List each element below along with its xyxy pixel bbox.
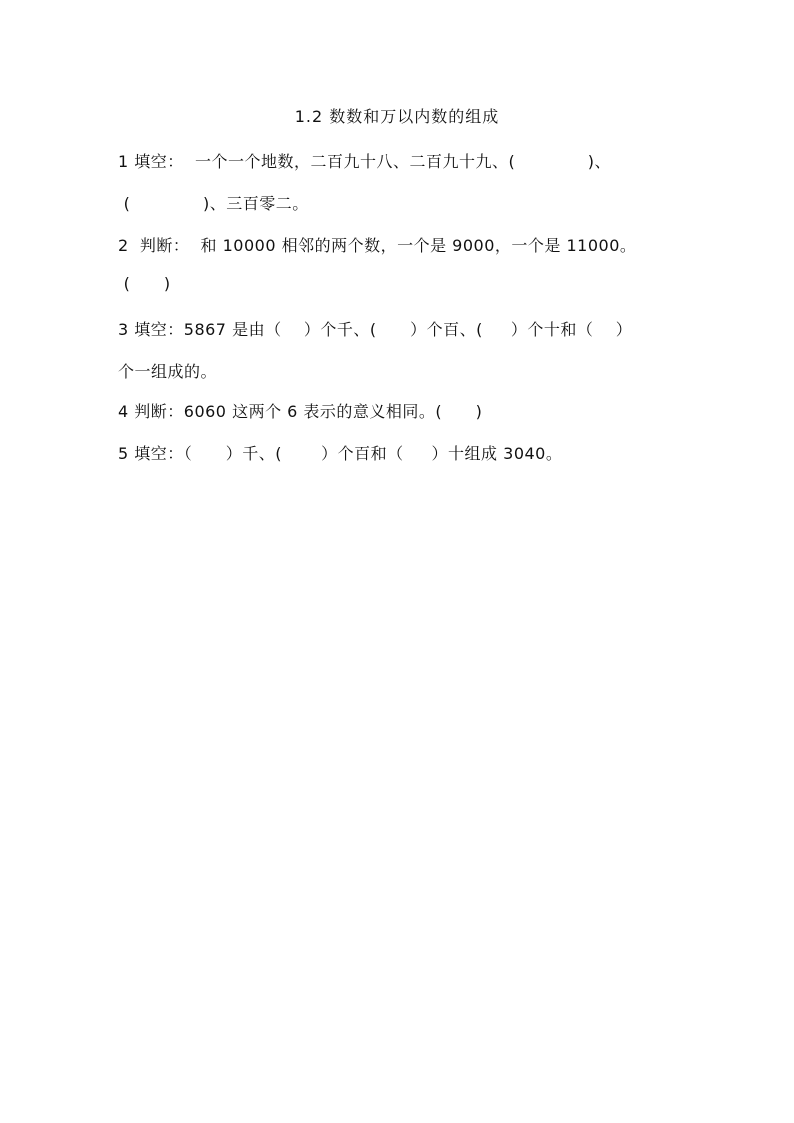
question-4-line: 4 判断：6060 这两个 6 表示的意义相同。( ) xyxy=(118,402,483,421)
question-3-line-2: 个一组成的。 xyxy=(118,362,218,381)
question-3-line-1: 3 填空：5867 是由（ ）个千、( ）个百、( ）个十和（ ） xyxy=(118,320,633,339)
question-1-line-2: ( )、三百零二。 xyxy=(118,194,309,213)
page-title: 1.2 数数和万以内数的组成 xyxy=(294,107,500,126)
question-1-line-1: 1 填空： 一个一个地数，二百九十八、二百九十九、( )、 xyxy=(118,152,612,171)
question-2-line-1: 2 判断： 和 10000 相邻的两个数，一个是 9000，一个是 11000。 xyxy=(118,236,637,255)
question-5-line: 5 填空：（ ）千、( ）个百和（ ）十组成 3040。 xyxy=(118,444,563,463)
question-2-line-2: ( ) xyxy=(118,274,171,293)
